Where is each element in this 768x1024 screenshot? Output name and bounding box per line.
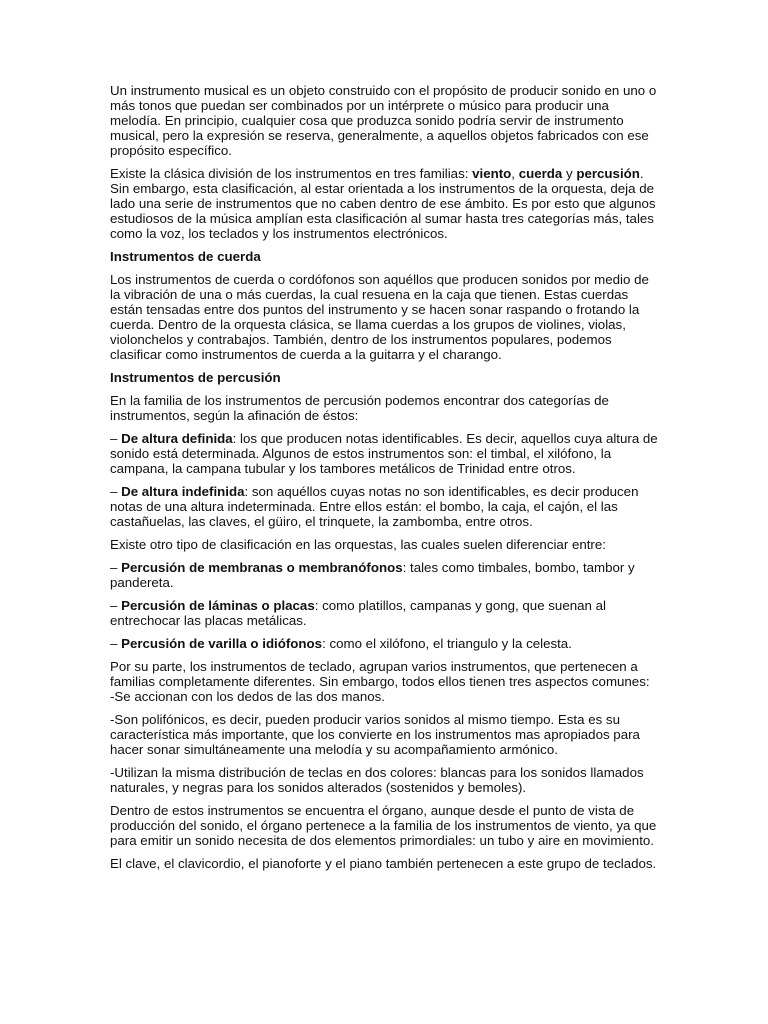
term-percusion: percusión bbox=[576, 166, 640, 181]
term-membranas: Percusión de membranas o membranófonos bbox=[121, 560, 403, 575]
definida-dash: – bbox=[110, 431, 122, 446]
laminas-paragraph bbox=[110, 598, 662, 628]
term-laminas: Percusión de láminas o placas bbox=[121, 598, 315, 613]
teclado-point-3: -Utilizan la misma distribución de teclas en dos colores: blancas para los sonidos llamados naturales, y negras para los sonidos alterados (sostenidos y bemoles). bbox=[110, 765, 644, 795]
families-post: . Sin embargo, esta clasificación, al estar orientada a los instrumentos de la orquesta, deja de lado una serie de instrumentos que no caben dentro de ese ámbito. Es por esto que algunos estudiosos de la música amplían esta clasificación al sumar hasta tres categorías más, tales como la voz, los teclados y los instrumentos electrónicos. bbox=[110, 166, 656, 241]
varilla-text: : como el xilófono, el triangulo y la celesta. bbox=[322, 636, 572, 651]
families-pre: Existe la clásica división de los instrumentos en tres familias: bbox=[110, 166, 473, 181]
membranas-text: : tales como timbales, bombo, tambor y pandereta. bbox=[110, 560, 635, 590]
definida-paragraph bbox=[110, 431, 662, 476]
indefinida-dash: – bbox=[110, 484, 122, 499]
definida-text: : los que producen notas identificables. Es decir, aquellos cuya altura de sonido está determinada. Algunos de estos instrumentos son: el timbal, el xilófono, la campana, la campana tubular y los tambores metálicos de Trinidad entre otros. bbox=[110, 431, 658, 476]
term-varilla: Percusión de varilla o idiófonos bbox=[121, 636, 323, 651]
clave-paragraph: El clave, el clavicordio, el pianoforte y el piano también pertenecen a este grupo de teclados. bbox=[110, 856, 657, 871]
cuerda-paragraph: Los instrumentos de cuerda o cordófonos son aquéllos que producen sonidos por medio de la vibración de una o más cuerdas, la cual resuena en la caja que tienen. Estas cuerdas están tensadas entre dos puntos del instrumento y se hacen sonar raspando o frotando la cuerda. Dentro de la orquesta clásica, se llama cuerdas a los grupos de violines, violas, violonchelos y contrabajos. También, dentro de los instrumentos populares, podemos clasificar como instrumentos de cuerda a la guitarra y el charango. bbox=[110, 272, 649, 362]
membranas-dash: – bbox=[110, 560, 122, 575]
document-page bbox=[110, 83, 662, 879]
families-sep1: , bbox=[511, 166, 519, 181]
organo-paragraph: Dentro de estos instrumentos se encuentra el órgano, aunque desde el punto de vista de producción del sonido, el órgano pertenece a la familia de los instrumentos de viento, ya que para emitir un sonido necesita de dos elementos primordiales: un tubo y aire en movimiento. bbox=[110, 803, 657, 848]
teclado-point-1: -Se accionan con los dedos de las dos manos. bbox=[110, 689, 385, 704]
teclado-intro-paragraph: Por su parte, los instrumentos de teclado, agrupan varios instrumentos, que pertenecen a familias completamente diferentes. Sin embargo, todos ellos tienen tres aspectos comunes: bbox=[110, 659, 650, 689]
indefinida-text: : son aquéllos cuyas notas no son identificables, es decir producen notas de una altura indeterminada. Entre ellos están: el bombo, la caja, el cajón, el las castañuelas, las claves, el güiro, el trinquete, la zambomba, entre otros. bbox=[110, 484, 639, 529]
indefinida-paragraph bbox=[110, 484, 662, 529]
term-cuerda: cuerda bbox=[518, 166, 563, 181]
families-sep2: y bbox=[562, 166, 577, 181]
term-indefinida: De altura indefinida bbox=[121, 484, 245, 499]
heading-cuerda: Instrumentos de cuerda bbox=[110, 249, 261, 264]
term-definida: De altura definida bbox=[121, 431, 233, 446]
term-viento: viento bbox=[472, 166, 512, 181]
otro-tipo-paragraph: Existe otro tipo de clasificación en las orquestas, las cuales suelen diferenciar entre: bbox=[110, 537, 606, 552]
teclado-point-2: -Son polifónicos, es decir, pueden producir varios sonidos al mismo tiempo. Esta es su característica más importante, que los convierte en los instrumentos mas apropiados para hacer sonar simultáneamente una melodía y su acompañamiento armónico. bbox=[110, 712, 640, 757]
families-paragraph bbox=[110, 166, 662, 241]
membranas-paragraph bbox=[110, 560, 662, 590]
laminas-text: : como platillos, campanas y gong, que suenan al entrechocar las placas metálicas. bbox=[110, 598, 606, 628]
heading-percusion: Instrumentos de percusión bbox=[110, 370, 281, 385]
varilla-dash: – bbox=[110, 636, 122, 651]
percusion-intro-paragraph: En la familia de los instrumentos de percusión podemos encontrar dos categorías de instrumentos, según la afinación de éstos: bbox=[110, 393, 609, 423]
laminas-dash: – bbox=[110, 598, 122, 613]
varilla-paragraph bbox=[110, 636, 662, 651]
intro-paragraph: Un instrumento musical es un objeto construido con el propósito de producir sonido en uno o más tonos que puedan ser combinados por un intérprete o músico para producir una melodía. En principio, cualquier cosa que produzca sonido podría servir de instrumento musical, pero la expresión se reserva, generalmente, a aquellos objetos fabricados con ese propósito específico. bbox=[110, 83, 657, 158]
